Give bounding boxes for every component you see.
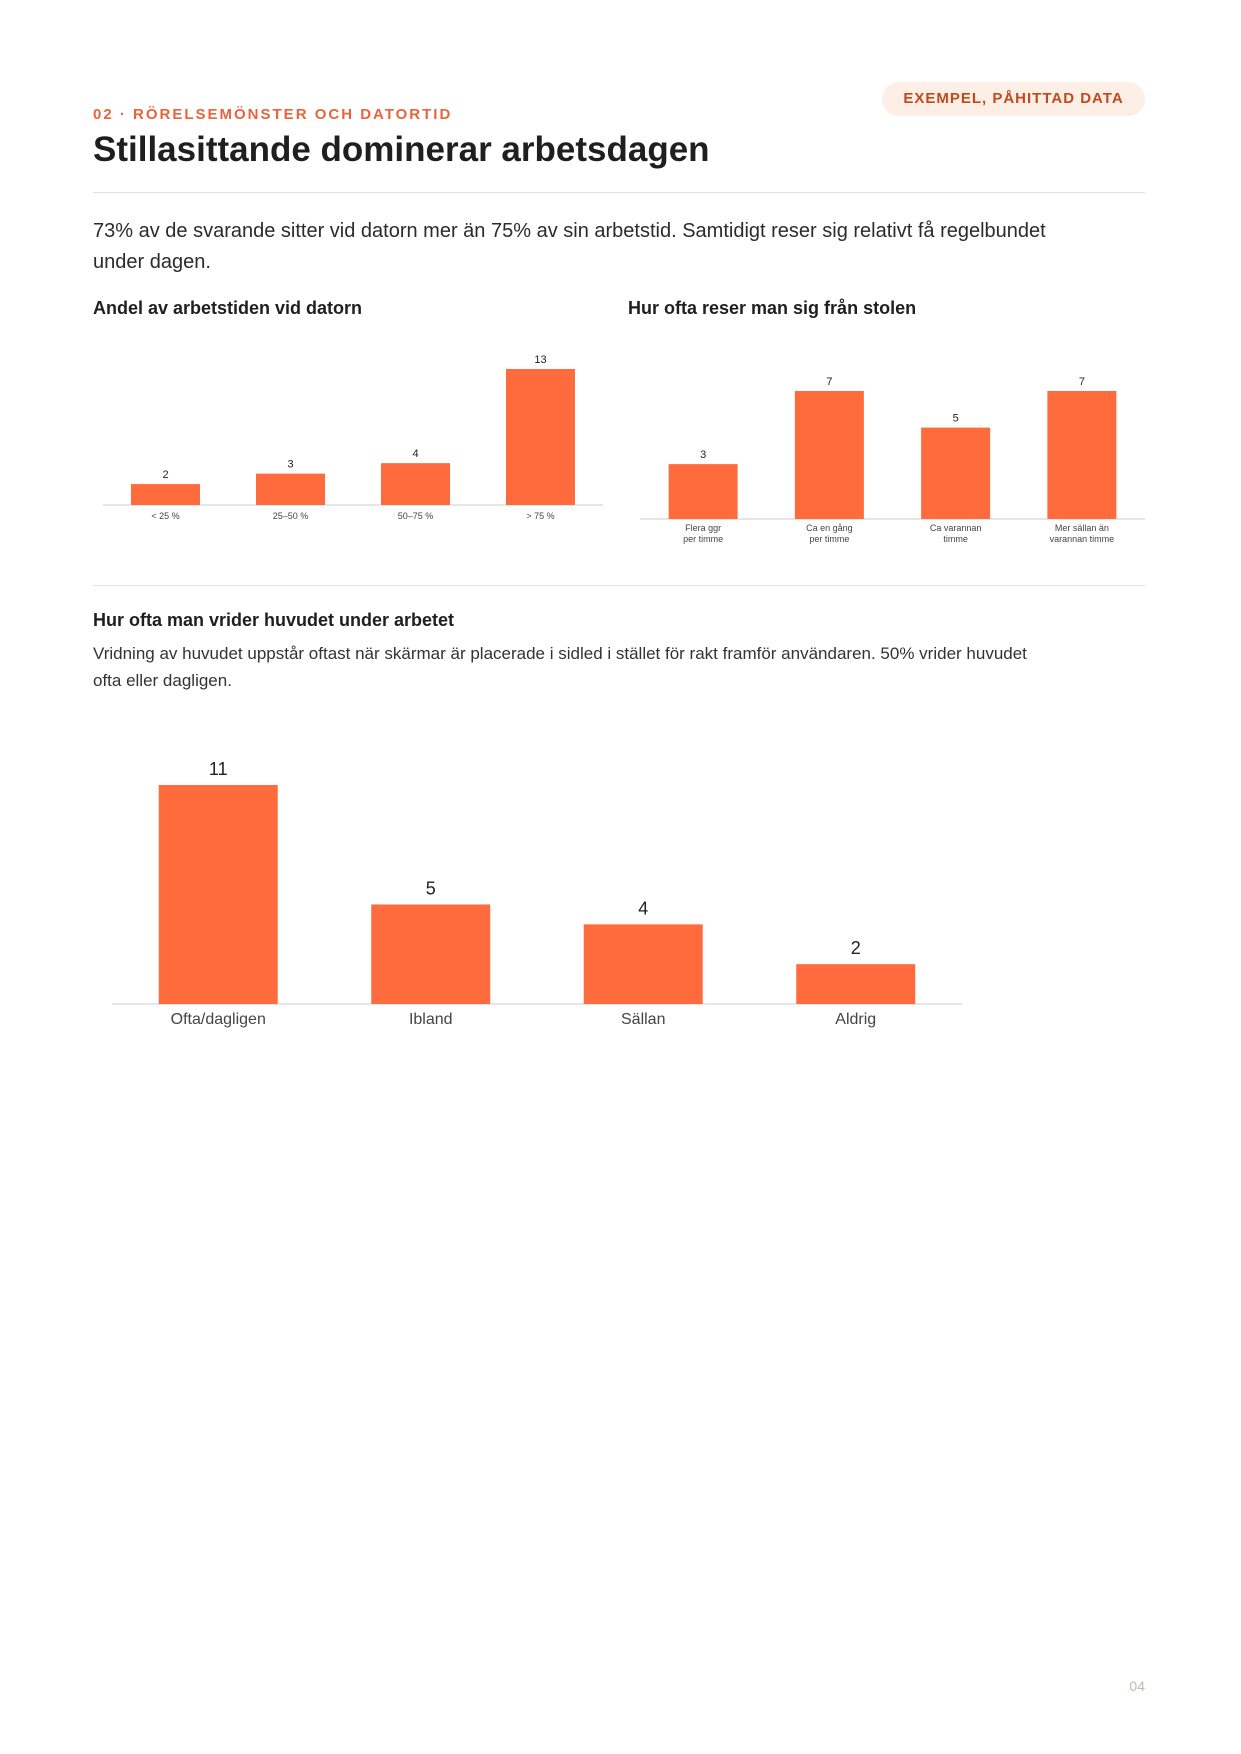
bar: [584, 924, 703, 1004]
chart3-description: Vridning av huvudet uppstår oftast när skärmar är placerade i sidled i stället för rakt framför användaren. 50% vrider huvudet ofta eller dagligen.: [93, 644, 1027, 690]
category-label: Ofta/dagligen: [170, 1011, 266, 1028]
bar: [669, 464, 738, 519]
value-label: 7: [826, 376, 833, 388]
bar: [256, 474, 325, 505]
category-label: per timme: [683, 534, 724, 544]
value-label: 7: [1078, 376, 1085, 388]
chart3-title: Hur ofta man vrider huvudet under arbetet: [93, 610, 455, 630]
category-label: per timme: [809, 534, 850, 544]
chart1-computer-time: [93, 335, 603, 550]
value-label: 4: [638, 898, 649, 919]
bar: [131, 484, 200, 505]
bar: [796, 964, 915, 1004]
bar: [381, 463, 450, 505]
value-label: 3: [287, 458, 294, 471]
category-label: Flera ggr: [685, 523, 722, 533]
category-label: timme: [943, 534, 968, 544]
value-label: 3: [700, 449, 707, 462]
bar: [159, 785, 278, 1004]
intro-text: 73% av de svarande sitter vid datorn mer än 75% av sin arbetstid. Samtidigt reser sig relativt få regelbundet under dagen.: [93, 220, 1046, 273]
category-label: < 25 %: [151, 511, 180, 521]
bar: [921, 428, 990, 519]
category-label: Mer sällan än: [1054, 523, 1109, 533]
bar: [506, 369, 575, 505]
category-label: varannan timme: [1049, 534, 1115, 544]
chart2-title: Hur ofta reser man sig från stolen: [628, 298, 917, 318]
category-label: Ibland: [408, 1011, 453, 1028]
category-label: Ca en gång: [806, 523, 853, 533]
value-label: 11: [208, 759, 228, 779]
chart1-title: Andel av arbetstiden vid datorn: [93, 298, 363, 318]
value-label: 5: [425, 878, 436, 899]
page-number: 04: [1129, 1678, 1145, 1694]
bar: [1047, 391, 1116, 519]
category-label: Aldrig: [835, 1011, 877, 1028]
category-label: 25–50 %: [272, 511, 309, 521]
section-label: 02 · RÖRELSEMÖNSTER OCH DATORTID: [93, 106, 453, 123]
section-divider: [93, 585, 1145, 586]
bar: [795, 391, 864, 519]
title-divider: [93, 192, 1145, 193]
value-label: 13: [534, 354, 547, 366]
category-label: Sällan: [621, 1011, 666, 1028]
chart2-stand-up-frequency: [628, 335, 1145, 550]
bar: [371, 904, 490, 1004]
value-label: 2: [850, 938, 861, 959]
page-title: Stillasittande dominerar arbetsdagen: [93, 130, 710, 169]
value-label: 2: [162, 469, 169, 482]
value-label: 5: [952, 412, 959, 425]
sample-data-badge: EXEMPEL, PÅHITTAD DATA: [882, 82, 1145, 116]
value-label: 4: [412, 448, 419, 461]
category-label: Ca varannan: [929, 523, 982, 533]
chart3-head-rotation: [93, 740, 973, 1040]
category-label: > 75 %: [526, 511, 555, 521]
category-label: 50–75 %: [397, 511, 434, 521]
